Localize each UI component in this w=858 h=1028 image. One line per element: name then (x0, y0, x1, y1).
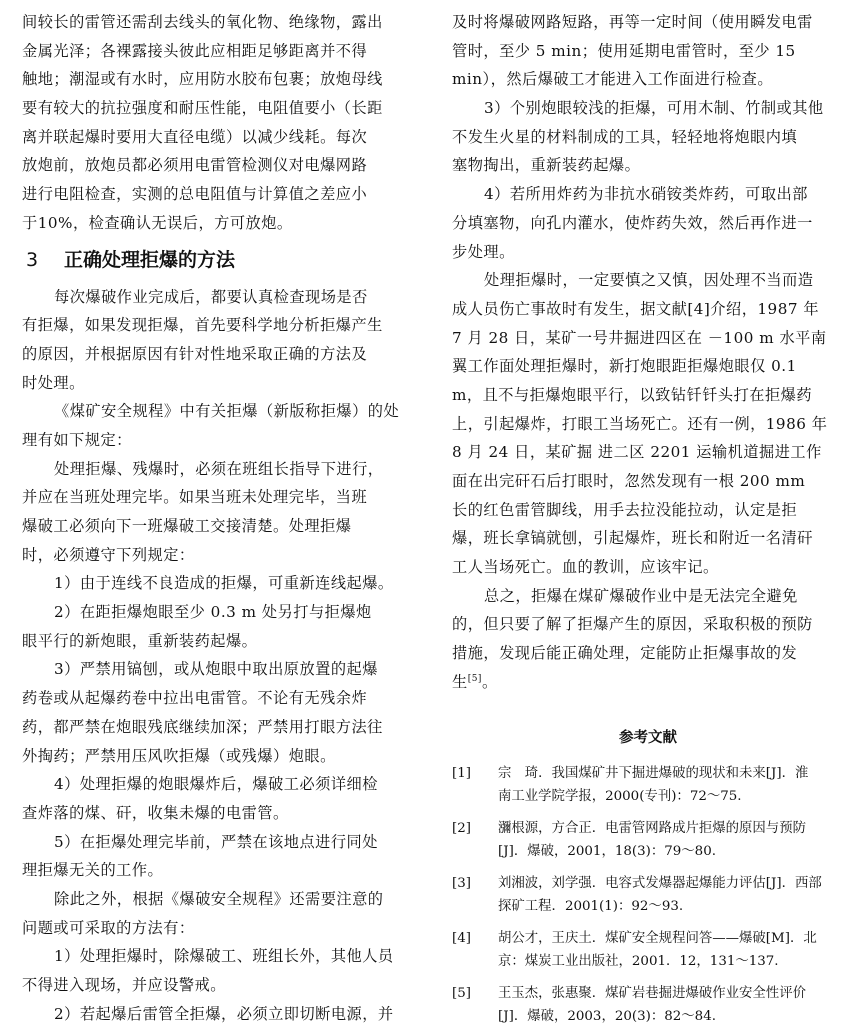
body-line: 措施，发现后能正确处理，定能防止拒爆事故的发 (452, 639, 844, 668)
body-line: m，且不与拒爆炮眼平行，以致钻钎钎头打在拒爆药 (452, 381, 844, 410)
body-line: 3）个别炮眼较浅的拒爆，可用木制、竹制或其他 (452, 94, 844, 123)
right-column (452, 8, 844, 1028)
reference-item (452, 817, 844, 863)
body-line: 5）在拒爆处理完毕前，严禁在该地点进行同处 (22, 828, 430, 857)
body-line: 《煤矿安全规程》中有关拒爆（新版称拒爆）的处 (22, 397, 430, 426)
body-line: 分填塞物，向孔内灌水，使炸药失效，然后再作进一 (452, 209, 844, 238)
body-line: 步处理。 (452, 238, 844, 267)
section-heading (22, 238, 430, 282)
body-line: 不发生火星的材料制成的工具，轻轻地将炮眼内填 (452, 123, 844, 152)
reference-number: [3] (452, 872, 471, 895)
body-line: 面在出完矸石后打眼时，忽然发现有一根 200 mm (452, 467, 844, 496)
body-line: 7 月 28 日，某矿一号井掘进四区在 －100 m 水平南 (452, 324, 844, 353)
reference-text: 南工业学院学报，2000(专刊)：72～75. (498, 785, 844, 808)
body-line: 1）由于连线不良造成的拒爆，可重新连线起爆。 (22, 569, 430, 598)
body-line: 翼工作面处理拒爆时，新打炮眼距拒爆炮眼仅 0.1 (452, 352, 844, 381)
body-line: 成人员伤亡事故时有发生，据文献[4]介绍，1987 年 (452, 295, 844, 324)
body-line: 每次爆破作业完成后，都要认真检查现场是否 (22, 283, 430, 312)
body-line: 处理拒爆时，一定要慎之又慎，因处理不当而造 (452, 266, 844, 295)
body-line: 爆，班长拿镐就刨，引起爆炸，班长和附近一名清矸 (452, 524, 844, 553)
body-line: 总之，拒爆在煤矿爆破作业中是无法完全避免 (452, 582, 844, 611)
reference-list (452, 762, 844, 1028)
body-line: 理拒爆无关的工作。 (22, 856, 430, 885)
body-line: 问题或可采取的方法有： (22, 914, 430, 943)
body-line: 处理拒爆、残爆时，必须在班组长指导下进行， (22, 455, 430, 484)
body-line: 3）严禁用镐刨，或从炮眼中取出原放置的起爆 (22, 655, 430, 684)
body-line: 药，都严禁在炮眼残底继续加深；严禁用打眼方法往 (22, 713, 430, 742)
body-line: 的，但只要了解了拒爆产生的原因，采取积极的预防 (452, 610, 844, 639)
reference-text: [J]．爆破，2001，18(3)：79～80. (498, 840, 844, 863)
reference-number: [4] (452, 927, 471, 950)
body-line: 8 月 24 日，某矿掘 进二区 2201 运输机道掘进工作 (452, 438, 844, 467)
section-title: 正确处理拒爆的方法 (64, 249, 235, 271)
section-body (22, 283, 430, 1028)
body-line: 管时，至少 5 min；使用延期电雷管时，至少 15 (452, 37, 844, 66)
reference-text: 宗 琦．我国煤矿井下掘进爆破的现状和未来[J]．淮 (498, 762, 844, 785)
reference-text: 刘湘波，刘学强．电容式发爆器起爆能力评估[J]．西部 (498, 872, 844, 895)
body-line: 进行电阻检查，实测的总电阻值与计算值之差应小 (22, 180, 430, 209)
section-number: 3 (22, 238, 64, 282)
body-line: 于10%，检查确认无误后，方可放炮。 (22, 209, 430, 238)
body-line: 长的红色雷管脚线，用手去拉没能拉动，认定是拒 (452, 496, 844, 525)
body-line: 眼平行的新炮眼，重新装药起爆。 (22, 627, 430, 656)
reference-text: 京：煤炭工业出版社，2001．12，131～137. (498, 950, 844, 973)
body-line: 生[5]。 (452, 668, 844, 697)
body-line: 4）处理拒爆的炮眼爆炸后，爆破工必须详细检 (22, 770, 430, 799)
body-line: 放炮前，放炮员都必须用电雷管检测仪对电爆网路 (22, 151, 430, 180)
reference-text: 探矿工程．2001(1)：92～93. (498, 895, 844, 918)
body-line: 不得进入现场，并应设警戒。 (22, 971, 430, 1000)
references-heading: 参考文献 (452, 723, 844, 753)
body-line: 要有较大的抗拉强度和耐压性能，电阻值要小（长距 (22, 94, 430, 123)
reference-number: [5] (452, 982, 471, 1005)
body-text (452, 8, 844, 668)
body-line: 金属光泽；各裸露接头彼此应相距足够距离并不得 (22, 37, 430, 66)
left-column (22, 8, 430, 1028)
reference-number: [1] (452, 762, 471, 785)
body-line: 间较长的雷管还需刮去线头的氧化物、绝缘物，露出 (22, 8, 430, 37)
body-line: 上，引起爆炸，打眼工当场死亡。还有一例，1986 年 (452, 410, 844, 439)
reference-item (452, 872, 844, 918)
continued-paragraph (22, 8, 430, 238)
reference-item (452, 762, 844, 808)
body-line: 1）处理拒爆时，除爆破工、班组长外，其他人员 (22, 942, 430, 971)
body-line: 爆破工必须向下一班爆破工交接清楚。处理拒爆 (22, 512, 430, 541)
body-line: 4）若所用炸药为非抗水硝铵类炸药，可取出部 (452, 180, 844, 209)
body-line: 查炸落的煤、矸，收集未爆的电雷管。 (22, 799, 430, 828)
body-line: 2）若起爆后雷管全拒爆，必须立即切断电源，并 (22, 1000, 430, 1028)
body-line: 时处理。 (22, 369, 430, 398)
body-line: 塞物掏出，重新装药起爆。 (452, 151, 844, 180)
reference-text: 王玉杰，张惠聚．煤矿岩巷掘进爆破作业安全性评价 (498, 982, 844, 1005)
citation-superscript: [5] (468, 674, 482, 684)
body-line: 药卷或从起爆药卷中拉出电雷管。不论有无残余炸 (22, 684, 430, 713)
body-line: 的原因，并根据原因有针对性地采取正确的方法及 (22, 340, 430, 369)
reference-text: 胡公才，王庆土．煤矿安全规程问答——爆破[M]．北 (498, 927, 844, 950)
reference-item (452, 982, 844, 1028)
body-line: min），然后爆破工才能进入工作面进行检查。 (452, 65, 844, 94)
body-line: 2）在距拒爆炮眼至少 0.3 m 处另打与拒爆炮 (22, 598, 430, 627)
reference-text: 瀰根源，方合正．电雷管网路成片拒爆的原因与预防 (498, 817, 844, 840)
body-line: 除此之外，根据《爆破安全规程》还需要注意的 (22, 885, 430, 914)
reference-item (452, 927, 844, 973)
body-line: 并应在当班处理完毕。如果当班未处理完毕，当班 (22, 483, 430, 512)
body-line: 触地；潮湿或有水时，应用防水胶布包裹；放炮母线 (22, 65, 430, 94)
body-line: 外掏药；严禁用压风吹拒爆（或残爆）炮眼。 (22, 742, 430, 771)
body-line: 离并联起爆时要用大直径电缆）以减少线耗。每次 (22, 123, 430, 152)
reference-text: [J]．爆破，2003，20(3)：82～84. (498, 1005, 844, 1028)
body-line: 理有如下规定： (22, 426, 430, 455)
body-line: 时，必须遵守下列规定： (22, 541, 430, 570)
body-line: 有拒爆，如果发现拒爆，首先要科学地分析拒爆产生 (22, 311, 430, 340)
reference-number: [2] (452, 817, 471, 840)
body-line: 工人当场死亡。血的教训，应该牢记。 (452, 553, 844, 582)
body-line: 及时将爆破网路短路，再等一定时间（使用瞬发电雷 (452, 8, 844, 37)
